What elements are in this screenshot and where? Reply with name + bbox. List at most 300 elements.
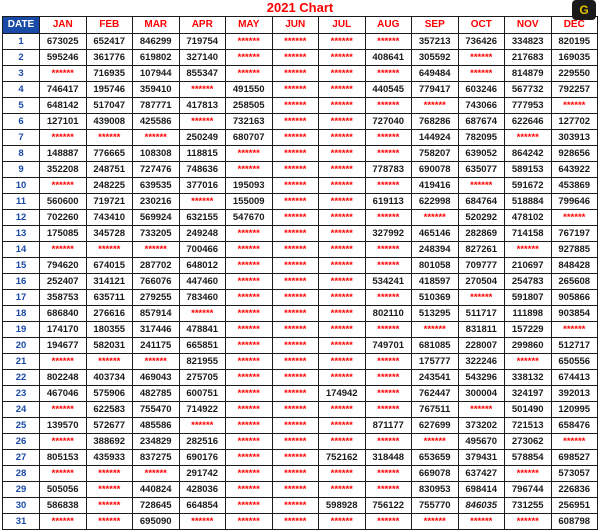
- value-cell: 591672: [505, 178, 552, 194]
- value-cell: ******: [179, 306, 226, 322]
- date-cell: 24: [3, 402, 40, 418]
- value-cell: ******: [365, 210, 412, 226]
- value-cell: 637427: [458, 466, 505, 482]
- value-cell: 169035: [551, 50, 598, 66]
- value-cell: 300004: [458, 386, 505, 402]
- value-cell: 905866: [551, 290, 598, 306]
- value-cell: 241175: [133, 338, 180, 354]
- value-cell: 440545: [365, 82, 412, 98]
- value-cell: ******: [226, 242, 273, 258]
- value-cell: 282516: [179, 434, 226, 450]
- value-cell: 358753: [40, 290, 87, 306]
- value-cell: ******: [179, 194, 226, 210]
- value-cell: 586838: [40, 498, 87, 514]
- value-cell: ******: [272, 162, 319, 178]
- value-cell: ******: [319, 210, 366, 226]
- value-cell: 598928: [319, 498, 366, 514]
- value-cell: ******: [40, 66, 87, 82]
- value-cell: 857914: [133, 306, 180, 322]
- value-cell: 792257: [551, 82, 598, 98]
- date-cell: 6: [3, 114, 40, 130]
- table-row: [3, 322, 598, 338]
- value-cell: 139570: [40, 418, 87, 434]
- value-cell: ******: [272, 290, 319, 306]
- value-cell: ******: [40, 402, 87, 418]
- value-cell: 377016: [179, 178, 226, 194]
- value-cell: 465146: [412, 226, 459, 242]
- value-cell: 174942: [319, 386, 366, 402]
- value-cell: 664854: [179, 498, 226, 514]
- value-cell: ******: [226, 306, 273, 322]
- value-cell: ******: [272, 210, 319, 226]
- date-cell: 20: [3, 338, 40, 354]
- value-cell: 520292: [458, 210, 505, 226]
- value-cell: 752162: [319, 450, 366, 466]
- value-cell: ******: [319, 514, 366, 530]
- date-cell: 13: [3, 226, 40, 242]
- value-cell: ******: [319, 162, 366, 178]
- value-cell: 228007: [458, 338, 505, 354]
- value-cell: 148887: [40, 146, 87, 162]
- value-cell: ******: [272, 242, 319, 258]
- value-cell: 318448: [365, 450, 412, 466]
- table-row: [3, 226, 598, 242]
- value-cell: 714922: [179, 402, 226, 418]
- value-cell: 513295: [412, 306, 459, 322]
- value-cell: 547670: [226, 210, 273, 226]
- value-cell: 727040: [365, 114, 412, 130]
- value-cell: 903854: [551, 306, 598, 322]
- value-cell: 425586: [133, 114, 180, 130]
- table-row: [3, 450, 598, 466]
- value-cell: ******: [86, 514, 133, 530]
- value-cell: 418597: [412, 274, 459, 290]
- value-cell: 511717: [458, 306, 505, 322]
- value-cell: 762447: [412, 386, 459, 402]
- value-cell: 567732: [505, 82, 552, 98]
- value-cell: ******: [226, 434, 273, 450]
- value-cell: 254783: [505, 274, 552, 290]
- date-cell: 3: [3, 66, 40, 82]
- value-cell: 314121: [86, 274, 133, 290]
- value-cell: ******: [365, 322, 412, 338]
- value-cell: 357213: [412, 34, 459, 50]
- value-cell: ******: [226, 370, 273, 386]
- value-cell: 273062: [505, 434, 552, 450]
- value-cell: ******: [319, 322, 366, 338]
- value-cell: 814879: [505, 66, 552, 82]
- value-cell: 756122: [365, 498, 412, 514]
- value-cell: ******: [365, 482, 412, 498]
- value-cell: ******: [319, 146, 366, 162]
- value-cell: ******: [86, 482, 133, 498]
- value-cell: 440824: [133, 482, 180, 498]
- value-cell: ******: [40, 434, 87, 450]
- value-cell: ******: [319, 290, 366, 306]
- value-cell: ******: [226, 274, 273, 290]
- date-cell: 21: [3, 354, 40, 370]
- value-cell: 317446: [133, 322, 180, 338]
- value-cell: 684764: [458, 194, 505, 210]
- date-cell: 16: [3, 274, 40, 290]
- date-cell: 29: [3, 482, 40, 498]
- value-cell: 927885: [551, 242, 598, 258]
- date-cell: 7: [3, 130, 40, 146]
- value-cell: ******: [272, 418, 319, 434]
- value-cell: 517047: [86, 98, 133, 114]
- value-cell: ******: [40, 178, 87, 194]
- value-cell: ******: [272, 402, 319, 418]
- value-cell: 582031: [86, 338, 133, 354]
- value-cell: 252407: [40, 274, 87, 290]
- value-cell: ******: [40, 514, 87, 530]
- value-cell: ******: [365, 386, 412, 402]
- value-cell: ******: [272, 450, 319, 466]
- column-header-date: DATE: [3, 17, 40, 34]
- value-cell: ******: [226, 162, 273, 178]
- value-cell: ******: [226, 146, 273, 162]
- value-cell: 408641: [365, 50, 412, 66]
- value-cell: 635711: [86, 290, 133, 306]
- value-cell: 175085: [40, 226, 87, 242]
- value-cell: ******: [412, 514, 459, 530]
- value-cell: 226836: [551, 482, 598, 498]
- table-row: [3, 306, 598, 322]
- value-cell: 491550: [226, 82, 273, 98]
- value-cell: 303913: [551, 130, 598, 146]
- value-cell: ******: [272, 514, 319, 530]
- value-cell: 327992: [365, 226, 412, 242]
- value-cell: 674413: [551, 370, 598, 386]
- value-cell: 469043: [133, 370, 180, 386]
- results-table: [2, 16, 598, 530]
- value-cell: 175777: [412, 354, 459, 370]
- value-cell: 127702: [551, 114, 598, 130]
- value-cell: 505056: [40, 482, 87, 498]
- value-cell: ******: [319, 306, 366, 322]
- value-cell: 417813: [179, 98, 226, 114]
- value-cell: 120995: [551, 402, 598, 418]
- value-cell: 690176: [179, 450, 226, 466]
- chart-title: 2021 Chart: [266, 0, 334, 15]
- value-cell: 392013: [551, 386, 598, 402]
- value-cell: 700466: [179, 242, 226, 258]
- value-cell: 265608: [551, 274, 598, 290]
- value-cell: 649484: [412, 66, 459, 82]
- value-cell: 155009: [226, 194, 273, 210]
- value-cell: ******: [272, 50, 319, 66]
- value-cell: 719754: [179, 34, 226, 50]
- value-cell: 755770: [412, 498, 459, 514]
- value-cell: ******: [272, 82, 319, 98]
- value-cell: 439008: [86, 114, 133, 130]
- value-cell: 534241: [365, 274, 412, 290]
- value-cell: 127101: [40, 114, 87, 130]
- value-cell: ******: [272, 434, 319, 450]
- value-cell: ******: [458, 178, 505, 194]
- value-cell: 338132: [505, 370, 552, 386]
- value-cell: 569924: [133, 210, 180, 226]
- value-cell: ******: [505, 354, 552, 370]
- value-cell: ******: [40, 466, 87, 482]
- value-cell: 243541: [412, 370, 459, 386]
- value-cell: 258505: [226, 98, 273, 114]
- value-cell: ******: [365, 370, 412, 386]
- value-cell: 702260: [40, 210, 87, 226]
- value-cell: 195746: [86, 82, 133, 98]
- table-row: [3, 194, 598, 210]
- value-cell: 595246: [40, 50, 87, 66]
- value-cell: 589153: [505, 162, 552, 178]
- value-cell: 802248: [40, 370, 87, 386]
- value-cell: ******: [412, 210, 459, 226]
- value-cell: 716935: [86, 66, 133, 82]
- value-cell: ******: [179, 514, 226, 530]
- value-cell: 482785: [133, 386, 180, 402]
- value-cell: 674015: [86, 258, 133, 274]
- table-row: [3, 242, 598, 258]
- value-cell: ******: [365, 66, 412, 82]
- value-cell: 603246: [458, 82, 505, 98]
- date-cell: 30: [3, 498, 40, 514]
- value-cell: 195093: [226, 178, 273, 194]
- value-cell: ******: [412, 322, 459, 338]
- value-cell: ******: [272, 178, 319, 194]
- value-cell: ******: [505, 130, 552, 146]
- value-cell: 279255: [133, 290, 180, 306]
- value-cell: 373202: [458, 418, 505, 434]
- value-cell: 749701: [365, 338, 412, 354]
- value-cell: 652417: [86, 34, 133, 50]
- value-cell: 575906: [86, 386, 133, 402]
- value-cell: 194677: [40, 338, 87, 354]
- value-cell: ******: [365, 34, 412, 50]
- value-cell: 635077: [458, 162, 505, 178]
- value-cell: 250249: [179, 130, 226, 146]
- value-cell: 248225: [86, 178, 133, 194]
- value-cell: ******: [40, 130, 87, 146]
- table-row: [3, 146, 598, 162]
- value-cell: ******: [319, 50, 366, 66]
- value-cell: ******: [319, 434, 366, 450]
- header-row: [3, 17, 598, 34]
- column-header-mar: MAR: [133, 17, 180, 34]
- value-cell: 755470: [133, 402, 180, 418]
- value-cell: 928656: [551, 146, 598, 162]
- value-cell: 299860: [505, 338, 552, 354]
- value-cell: ******: [412, 434, 459, 450]
- value-cell: ******: [319, 98, 366, 114]
- value-cell: 467046: [40, 386, 87, 402]
- value-cell: 731255: [505, 498, 552, 514]
- value-cell: 799646: [551, 194, 598, 210]
- value-cell: ******: [86, 466, 133, 482]
- value-cell: 658476: [551, 418, 598, 434]
- value-cell: 653659: [412, 450, 459, 466]
- value-cell: 447460: [179, 274, 226, 290]
- value-cell: ******: [226, 402, 273, 418]
- date-cell: 8: [3, 146, 40, 162]
- value-cell: ******: [272, 370, 319, 386]
- column-header-jul: JUL: [319, 17, 366, 34]
- value-cell: ******: [226, 258, 273, 274]
- table-row: [3, 162, 598, 178]
- value-cell: ******: [179, 418, 226, 434]
- value-cell: ******: [319, 114, 366, 130]
- value-cell: ******: [226, 322, 273, 338]
- table-body: [3, 34, 598, 530]
- value-cell: ******: [226, 466, 273, 482]
- value-cell: ******: [40, 242, 87, 258]
- value-cell: 643922: [551, 162, 598, 178]
- value-cell: 743066: [458, 98, 505, 114]
- value-cell: 681085: [412, 338, 459, 354]
- value-cell: ******: [505, 466, 552, 482]
- table-row: [3, 82, 598, 98]
- value-cell: 510369: [412, 290, 459, 306]
- value-cell: ******: [226, 354, 273, 370]
- date-cell: 11: [3, 194, 40, 210]
- value-cell: 846035: [458, 498, 505, 514]
- value-cell: 627699: [412, 418, 459, 434]
- value-cell: 501490: [505, 402, 552, 418]
- value-cell: ******: [319, 226, 366, 242]
- value-cell: ******: [226, 226, 273, 242]
- value-cell: ******: [319, 338, 366, 354]
- value-cell: ******: [272, 194, 319, 210]
- value-cell: ******: [365, 290, 412, 306]
- value-cell: 802110: [365, 306, 412, 322]
- table-row: [3, 418, 598, 434]
- date-cell: 10: [3, 178, 40, 194]
- value-cell: 210697: [505, 258, 552, 274]
- table-row: [3, 114, 598, 130]
- value-cell: ******: [272, 338, 319, 354]
- value-cell: ******: [365, 434, 412, 450]
- value-cell: 719721: [86, 194, 133, 210]
- table-row: [3, 354, 598, 370]
- table-row: [3, 130, 598, 146]
- value-cell: ******: [272, 226, 319, 242]
- value-cell: 864242: [505, 146, 552, 162]
- date-cell: 15: [3, 258, 40, 274]
- date-cell: 14: [3, 242, 40, 258]
- value-cell: ******: [319, 466, 366, 482]
- value-cell: 648142: [40, 98, 87, 114]
- value-cell: 276616: [86, 306, 133, 322]
- table-row: [3, 482, 598, 498]
- value-cell: 831811: [458, 322, 505, 338]
- value-cell: 783460: [179, 290, 226, 306]
- value-cell: 622646: [505, 114, 552, 130]
- value-cell: ******: [365, 130, 412, 146]
- value-cell: ******: [319, 274, 366, 290]
- value-cell: ******: [365, 258, 412, 274]
- value-cell: 234829: [133, 434, 180, 450]
- date-cell: 18: [3, 306, 40, 322]
- value-cell: 777953: [505, 98, 552, 114]
- value-cell: 403734: [86, 370, 133, 386]
- value-cell: 256951: [551, 498, 598, 514]
- date-cell: 25: [3, 418, 40, 434]
- table-row: [3, 514, 598, 530]
- value-cell: 871177: [365, 418, 412, 434]
- column-header-sep: SEP: [412, 17, 459, 34]
- value-cell: 698527: [551, 450, 598, 466]
- value-cell: 229550: [551, 66, 598, 82]
- value-cell: ******: [551, 322, 598, 338]
- value-cell: ******: [133, 130, 180, 146]
- value-cell: ******: [505, 514, 552, 530]
- value-cell: ******: [86, 130, 133, 146]
- column-header-dec: DEC: [551, 17, 598, 34]
- value-cell: 848428: [551, 258, 598, 274]
- value-cell: ******: [319, 242, 366, 258]
- value-cell: ******: [226, 450, 273, 466]
- logo-letter: G: [579, 3, 589, 17]
- date-cell: 1: [3, 34, 40, 50]
- value-cell: 787771: [133, 98, 180, 114]
- column-header-oct: OCT: [458, 17, 505, 34]
- value-cell: 174170: [40, 322, 87, 338]
- value-cell: ******: [458, 290, 505, 306]
- value-cell: 572677: [86, 418, 133, 434]
- value-cell: 779417: [412, 82, 459, 98]
- value-cell: 796744: [505, 482, 552, 498]
- value-cell: 830953: [412, 482, 459, 498]
- column-header-jun: JUN: [272, 17, 319, 34]
- value-cell: ******: [272, 146, 319, 162]
- value-cell: 361776: [86, 50, 133, 66]
- value-cell: 619113: [365, 194, 412, 210]
- table-row: [3, 210, 598, 226]
- value-cell: 776665: [86, 146, 133, 162]
- value-cell: 837275: [133, 450, 180, 466]
- value-cell: 709777: [458, 258, 505, 274]
- value-cell: 518884: [505, 194, 552, 210]
- value-cell: ******: [272, 386, 319, 402]
- value-cell: 560600: [40, 194, 87, 210]
- value-cell: 388692: [86, 434, 133, 450]
- value-cell: ******: [226, 290, 273, 306]
- value-cell: 144924: [412, 130, 459, 146]
- value-cell: ******: [505, 242, 552, 258]
- value-cell: ******: [551, 98, 598, 114]
- value-cell: ******: [365, 354, 412, 370]
- value-cell: 714158: [505, 226, 552, 242]
- date-cell: 26: [3, 434, 40, 450]
- value-cell: 478841: [179, 322, 226, 338]
- column-header-apr: APR: [179, 17, 226, 34]
- value-cell: 801058: [412, 258, 459, 274]
- value-cell: 743410: [86, 210, 133, 226]
- date-cell: 5: [3, 98, 40, 114]
- value-cell: 419416: [412, 178, 459, 194]
- value-cell: ******: [272, 66, 319, 82]
- value-cell: 695090: [133, 514, 180, 530]
- value-cell: 619802: [133, 50, 180, 66]
- column-header-feb: FEB: [86, 17, 133, 34]
- value-cell: 230216: [133, 194, 180, 210]
- value-cell: 767197: [551, 226, 598, 242]
- table-row: [3, 466, 598, 482]
- value-cell: 345728: [86, 226, 133, 242]
- value-cell: 748636: [179, 162, 226, 178]
- value-cell: 768286: [412, 114, 459, 130]
- value-cell: ******: [365, 514, 412, 530]
- value-cell: ******: [365, 402, 412, 418]
- value-cell: 632155: [179, 210, 226, 226]
